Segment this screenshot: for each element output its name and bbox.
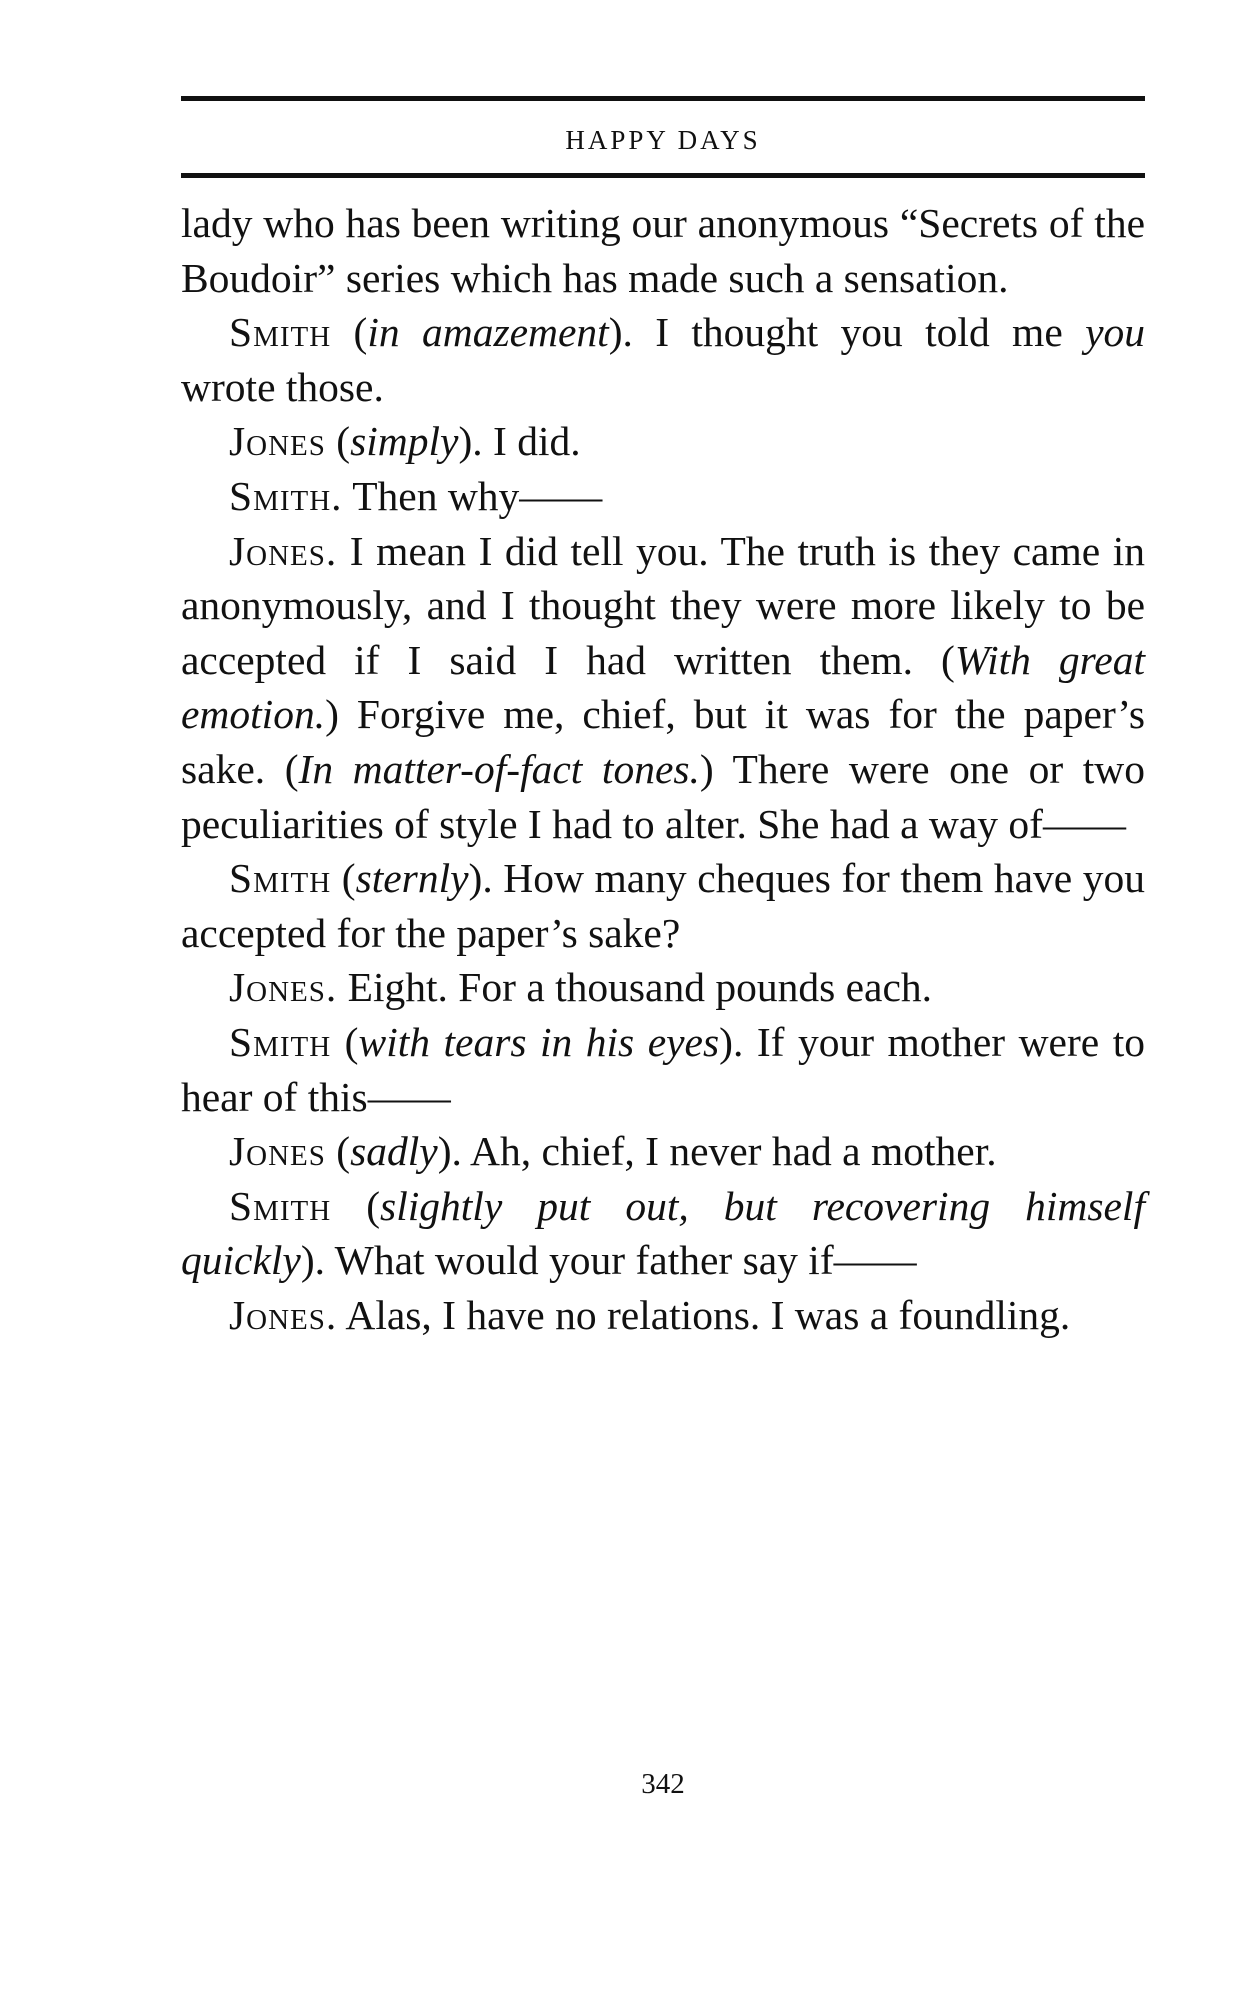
dialogue-paragraph	[181, 524, 1145, 852]
speaker-name: Jones.	[229, 1291, 338, 1338]
dialogue-text: Alas, I have no relations. I was a foundling.	[337, 1291, 1071, 1338]
dialogue-text: wrote those.	[181, 363, 384, 410]
dialogue-text: ). If your mother were to hear of this——	[181, 1018, 1145, 1120]
speaker-name: Smith	[229, 855, 332, 902]
dialogue-text: (	[325, 1128, 351, 1175]
dialogue-text: (	[331, 1182, 381, 1229]
page-number: 342	[641, 1768, 685, 1800]
running-header: HAPPY DAYS	[565, 125, 761, 155]
page-body	[181, 196, 1145, 1342]
dialogue-text: (	[331, 855, 356, 902]
dialogue-text: Eight. For a thousand pounds each.	[337, 964, 933, 1011]
paragraph: lady who has been writing our anonymous “Secrets of the Boudoir” series which has made such a sensation.	[181, 200, 1145, 301]
dialogue-paragraph	[181, 1015, 1145, 1124]
dialogue-paragraph	[181, 1124, 1145, 1179]
stage-direction: sadly	[350, 1128, 438, 1175]
stage-direction: In matter-of-fact tones.	[298, 745, 700, 792]
stage-direction: slightly put out, but recovering himself quickly	[181, 1182, 1145, 1284]
dialogue-paragraph	[181, 851, 1145, 960]
dialogue-text: (	[331, 1018, 359, 1065]
dialogue-paragraph	[181, 305, 1145, 414]
dialogue-text: (	[325, 418, 351, 465]
dialogue-text: ) There were one or two peculiarities of style I had to alter. She had a way of——	[181, 745, 1145, 847]
dialogue-text: ). What would your father say if——	[300, 1237, 917, 1284]
stage-direction: simply	[350, 418, 459, 465]
speaker-name: Smith	[229, 1018, 332, 1065]
dialogue-text: I mean I did tell you. The truth is they came in anonymously, and I thought they were more likely to be accepted if I said I had written them. (	[181, 527, 1145, 683]
book-page	[181, 96, 1146, 1800]
speaker-name: Smith	[229, 1182, 332, 1229]
dialogue-paragraph	[181, 414, 1145, 469]
dialogue-paragraph	[181, 960, 1145, 1015]
speaker-name: Jones.	[229, 964, 338, 1011]
stage-direction: in amazement	[367, 309, 609, 356]
dialogue-text: ). I thought you told me	[608, 309, 1086, 356]
emphasized-word: you	[1085, 309, 1145, 356]
dialogue-text: ). Ah, chief, I never had a mother.	[437, 1128, 997, 1175]
header-bottom-rule	[181, 173, 1145, 178]
stage-direction: With great emotion.	[181, 636, 1145, 738]
dialogue-text: (	[331, 309, 368, 356]
dialogue-text: ) Forgive me, chief, but it was for the paper’s sake. (	[181, 691, 1145, 792]
speaker-name: Jones.	[229, 527, 338, 574]
stage-direction: sternly	[355, 855, 469, 902]
speaker-name: Smith	[229, 309, 332, 356]
dialogue-text: Then why——	[342, 472, 603, 519]
dialogue-text: ). I did.	[458, 418, 581, 465]
dialogue-paragraph	[181, 469, 1145, 524]
dialogue-text: ). How many cheques for them have you accepted for the paper’s sake?	[181, 855, 1146, 956]
speaker-name: Jones	[229, 418, 326, 465]
speaker-name: Smith.	[229, 472, 343, 519]
stage-direction: with tears in his eyes	[358, 1018, 720, 1065]
dialogue-paragraph	[181, 1179, 1145, 1288]
dialogue-paragraph	[181, 1288, 1145, 1343]
speaker-name: Jones	[229, 1128, 326, 1175]
